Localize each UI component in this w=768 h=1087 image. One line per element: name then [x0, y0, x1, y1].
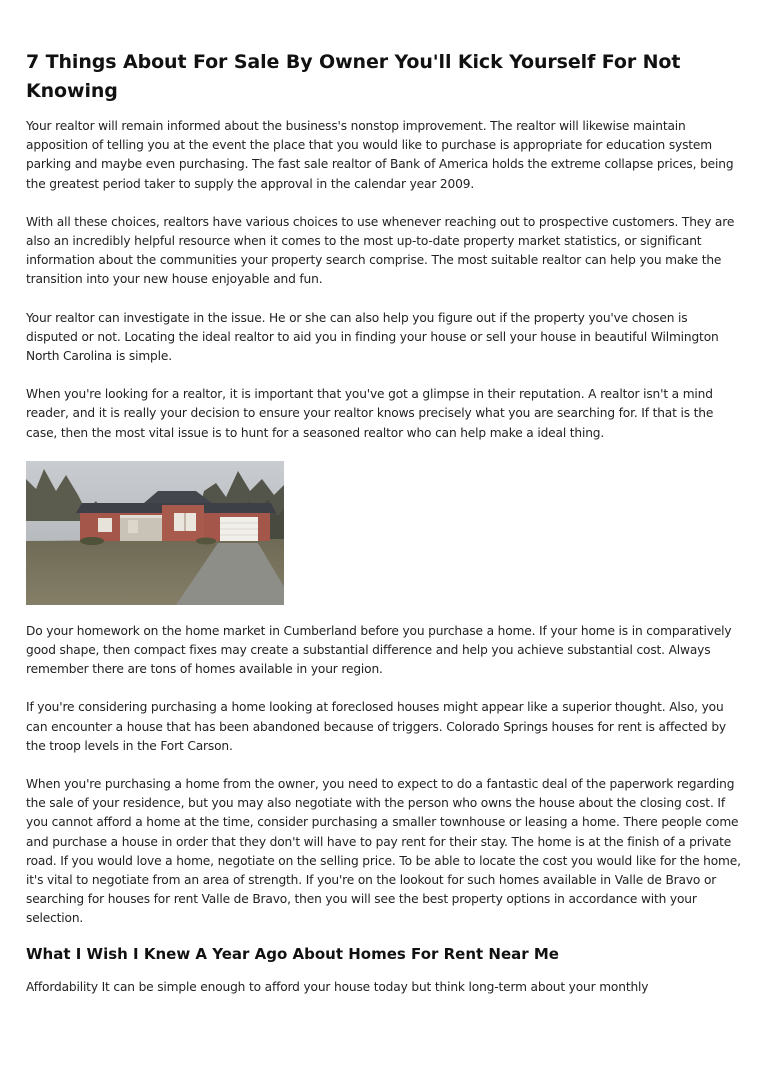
- paragraph: When you're purchasing a home from the owner, you need to expect to do a fantastic deal of the paperwork regarding the sale of your residence, but you may also negotiate with the person who owns the house about the closing cost. If you cannot afford a home at the time, consider purchasing a smaller townhouse or leasing a home. There people come and purchase a house in order that they don't will have to pay rent for their stay. The home is at the finish of a private road. If you would love a home, negotiate on the selling price. To be able to locate the cost you would like for the home, it's vital to negotiate from an area of strength. If you're on the lookout for such homes available in Valle de Bravo or searching for houses for rent Valle de Bravo, then you will see the best property options in accordance with your selection.: [26, 777, 741, 926]
- house-photo: [26, 461, 284, 605]
- section-heading: What I Wish I Knew A Year Ago About Homes For Rent Near Me: [26, 944, 559, 963]
- paragraph: When you're looking for a realtor, it is important that you've got a glimpse in their reputation. A realtor isn't a mind reader, and it is really your decision to ensure your realtor knows precisely what you are searching for. If that is the case, then the most vital issue is to hunt for a seasoned realtor who can help make a ideal thing.: [26, 387, 714, 440]
- paragraph: Do your homework on the home market in Cumberland before you purchase a home. If your home is in comparatively good shape, then compact fixes may create a substantial difference and help you achieve substantial cost. Always remember there are tons of homes available in your region.: [26, 623, 732, 677]
- paragraph: If you're considering purchasing a home looking at foreclosed houses might appear like a superior thought. Also, you can encounter a house that has been abandoned because of triggers. Colorado Springs houses for rent is affected by the troop levels in the Fort Carson.: [26, 700, 726, 753]
- paragraph: Affordability It can be simple enough to afford your house today but think long-term about your monthly: [26, 979, 649, 994]
- paragraph: Your realtor can investigate in the issue. He or she can also help you figure out if the property you've chosen is disputed or not. Locating the ideal realtor to aid you in finding your house or sell your house in beautiful Wilmington North Carolina is simple.: [26, 310, 719, 364]
- paragraph: With all these choices, realtors have various choices to use whenever reaching out to prospective customers. They are also an incredibly helpful resource when it comes to the most up-to-date property market statistics, or significant information about the communities your property search comprise. The most suitable realtor can help you make the transition into your new house enjoyable and fun.: [26, 214, 735, 287]
- document-title: 7 Things About For Sale By Owner You'll Kick Yourself For Not Knowing: [26, 51, 681, 102]
- document-page: [26, 48, 742, 997]
- paragraph: Your realtor will remain informed about the business's nonstop improvement. The realtor will likewise maintain apposition of telling you at the event the place that you would like to purchase is appropriate for education system parking and maybe even purchasing. The fast sale realtor of Bank of America holds the extreme collapse prices, being the greatest period taker to supply the approval in the calendar year 2009.: [26, 119, 734, 191]
